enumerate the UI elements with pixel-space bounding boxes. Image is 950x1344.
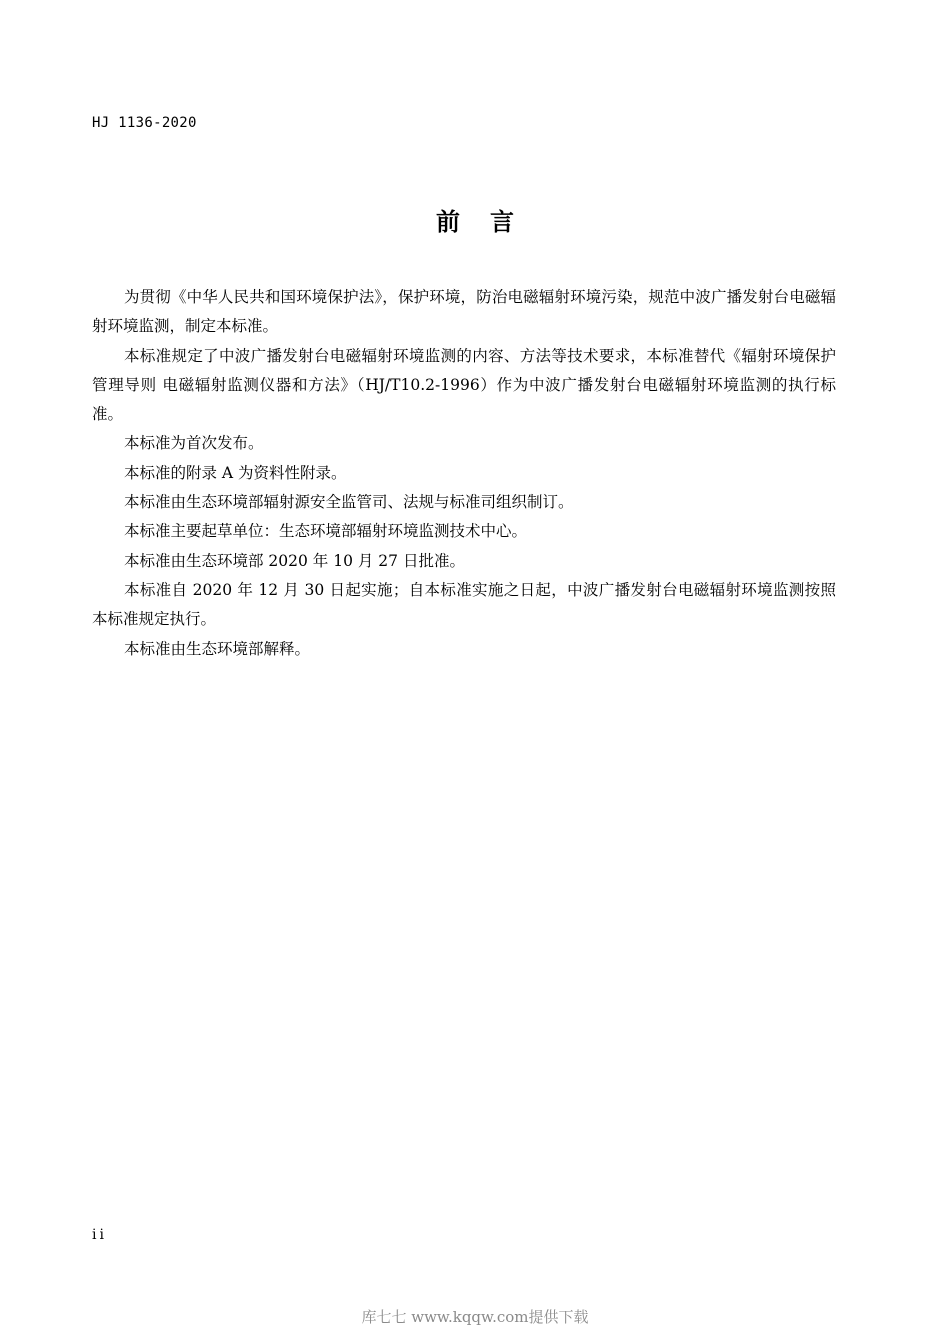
paragraph: 本标准规定了中波广播发射台电磁辐射环境监测的内容、方法等技术要求，本标准替代《辐射环境保护管理导则 电磁辐射监测仪器和方法》（HJ/T10.2-1996）作为中波广播发射台电磁辐射环境监测的执行标准。 (92, 346, 836, 424)
paragraph: 本标准自 2020 年 12 月 30 日起实施；自本标准实施之日起，中波广播发射台电磁辐射环境监测按照本标准规定执行。 (92, 580, 836, 629)
paragraph: 本标准为首次发布。 (124, 434, 264, 453)
document-code: HJ 1136-2020 (92, 115, 197, 131)
paragraph: 本标准由生态环境部 2020 年 10 月 27 日批准。 (124, 551, 465, 570)
page-title: 前言 (436, 208, 544, 236)
paragraph: 本标准的附录 A 为资料性附录。 (124, 463, 347, 482)
paragraph: 本标准主要起草单位：生态环境部辐射环境监测技术中心。 (124, 522, 528, 541)
download-watermark: 库七七 www.kqqw.com提供下载 (361, 1308, 589, 1326)
paragraph: 本标准由生态环境部辐射源安全监管司、法规与标准司组织制订。 (124, 493, 574, 512)
preface-body (92, 283, 836, 664)
paragraph: 为贯彻《中华人民共和国环境保护法》，保护环境，防治电磁辐射环境污染，规范中波广播发射台电磁辐射环境监测，制定本标准。 (92, 288, 836, 336)
page-number: ii (92, 1227, 107, 1243)
paragraph: 本标准由生态环境部解释。 (124, 639, 311, 658)
